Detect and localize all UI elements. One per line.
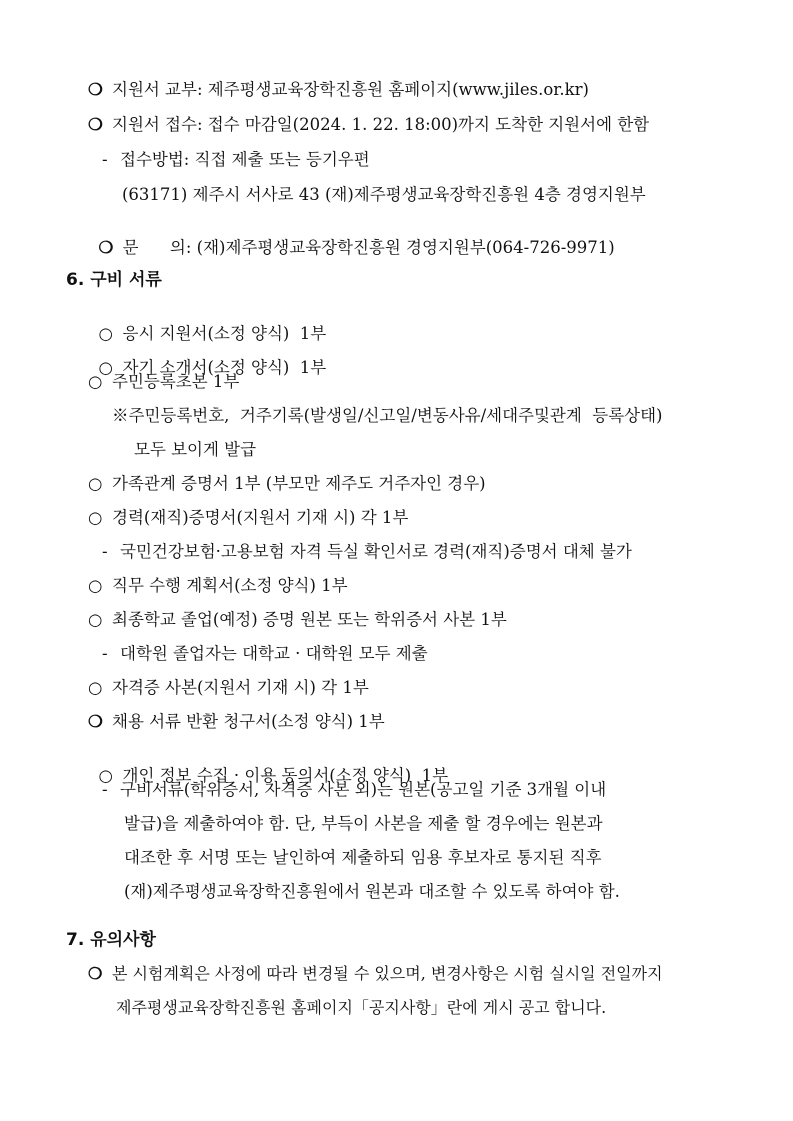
dash-icon: - xyxy=(102,542,108,561)
item-text: 주민등록초본 1부 xyxy=(112,372,240,391)
bullet-icon: ○ xyxy=(88,474,103,493)
item-text: 국민건강보험·고용보험 자격 득실 확인서로 경력(재직)증명서 대체 불가 xyxy=(120,542,632,561)
item-text: 본 시험계획은 사정에 따라 변경될 수 있으며, 변경사항은 시험 실시일 전일까지 xyxy=(112,964,663,983)
item-text: (63171) 제주시 서사로 43 (재)제주평생교육장학진흥원 4층 경영지원부 xyxy=(122,185,646,204)
item-text: 개인 정보 수집 · 이용 동의서(소정 양식) 1부 xyxy=(122,766,449,785)
list-item xyxy=(88,115,649,135)
item-text: 지원서 교부: 제주평생교육장학진흥원 홈페이지(www.jiles.or.kr) xyxy=(112,80,589,99)
item-text: 최종학교 졸업(예정) 증명 원본 또는 학위증서 사본 1부 xyxy=(112,610,507,629)
list-item xyxy=(88,508,408,528)
paragraph-line: 제주평생교육장학진흥원 홈페이지「공지사항」란에 게시 공고 합니다. xyxy=(116,998,607,1017)
item-text: 자격증 사본(지원서 기재 시) 각 1부 xyxy=(112,678,369,697)
paragraph-line: 대조한 후 서명 또는 날인하여 제출하되 임용 후보자로 통지된 직후 xyxy=(124,848,602,867)
list-item xyxy=(102,780,606,800)
paragraph-line: 발급)을 제출하여야 함. 단, 부득이 사본을 제출 할 경우에는 원본과 xyxy=(124,814,603,833)
bullet-icon: ❍ xyxy=(88,964,103,983)
bullet-icon: ❍ xyxy=(88,712,103,731)
list-item xyxy=(102,644,428,664)
dash-icon: - xyxy=(102,780,108,799)
section-heading: 7. 유의사항 xyxy=(66,930,156,950)
dash-icon: - xyxy=(102,644,108,663)
item-text: 문 의: (재)제주평생교육장학진흥원 경영지원부(064-726-9971) xyxy=(122,238,615,257)
item-text: 채용 서류 반환 청구서(소정 양식) 1부 xyxy=(112,712,385,731)
bullet-icon: ○ xyxy=(88,372,103,391)
item-text: 구비서류(학위증서, 자격증 사본 외)는 원본(공고일 기준 3개월 이내 xyxy=(120,780,607,799)
bullet-icon: ○ xyxy=(88,508,103,527)
list-item xyxy=(88,576,348,596)
paragraph-line: (재)제주평생교육장학진흥원에서 원본과 대조할 수 있도록 하여야 함. xyxy=(124,882,620,901)
list-item xyxy=(88,474,486,494)
item-text: 응시 지원서(소정 양식) 1부 xyxy=(122,324,327,343)
item-text: 직무 수행 계획서(소정 양식) 1부 xyxy=(112,576,348,595)
bullet-icon: ○ xyxy=(98,324,113,343)
list-item xyxy=(102,150,370,170)
dash-icon: - xyxy=(102,150,108,169)
item-text: 지원서 접수: 접수 마감일(2024. 1. 22. 18:00)까지 도착한 지원서에 한함 xyxy=(112,115,650,134)
note-text: 모두 보이게 발급 xyxy=(134,440,257,459)
bullet-icon: ○ xyxy=(98,358,113,377)
list-item xyxy=(88,610,507,630)
bullet-icon: ○ xyxy=(98,766,113,785)
item-text: 대학원 졸업자는 대학교 · 대학원 모두 제출 xyxy=(120,644,428,663)
note-text: ※주민등록번호, 거주기록(발생일/신고일/변동사유/세대주및관계 등록상태) xyxy=(112,406,663,425)
item-text: 경력(재직)증명서(지원서 기재 시) 각 1부 xyxy=(112,508,409,527)
item-text: 가족관계 증명서 1부 (부모만 제주도 거주자인 경우) xyxy=(112,474,486,493)
item-text: 자기 소개서(소정 양식) 1부 xyxy=(122,358,327,377)
bullet-icon: ○ xyxy=(88,678,103,697)
list-item xyxy=(88,218,615,258)
bullet-icon: ○ xyxy=(88,576,103,595)
list-item xyxy=(102,542,632,562)
list-item xyxy=(88,80,589,100)
bullet-icon: ❍ xyxy=(88,80,103,99)
bullet-icon: ○ xyxy=(88,610,103,629)
list-item xyxy=(88,712,385,732)
item-text: 접수방법: 직접 제출 또는 등기우편 xyxy=(120,150,370,169)
list-item xyxy=(122,185,646,205)
list-item xyxy=(88,964,663,984)
bullet-icon: ❍ xyxy=(98,238,114,257)
list-item xyxy=(88,372,239,392)
section-heading: 6. 구비 서류 xyxy=(66,270,162,290)
bullet-icon: ❍ xyxy=(88,115,103,134)
list-item xyxy=(88,678,369,698)
